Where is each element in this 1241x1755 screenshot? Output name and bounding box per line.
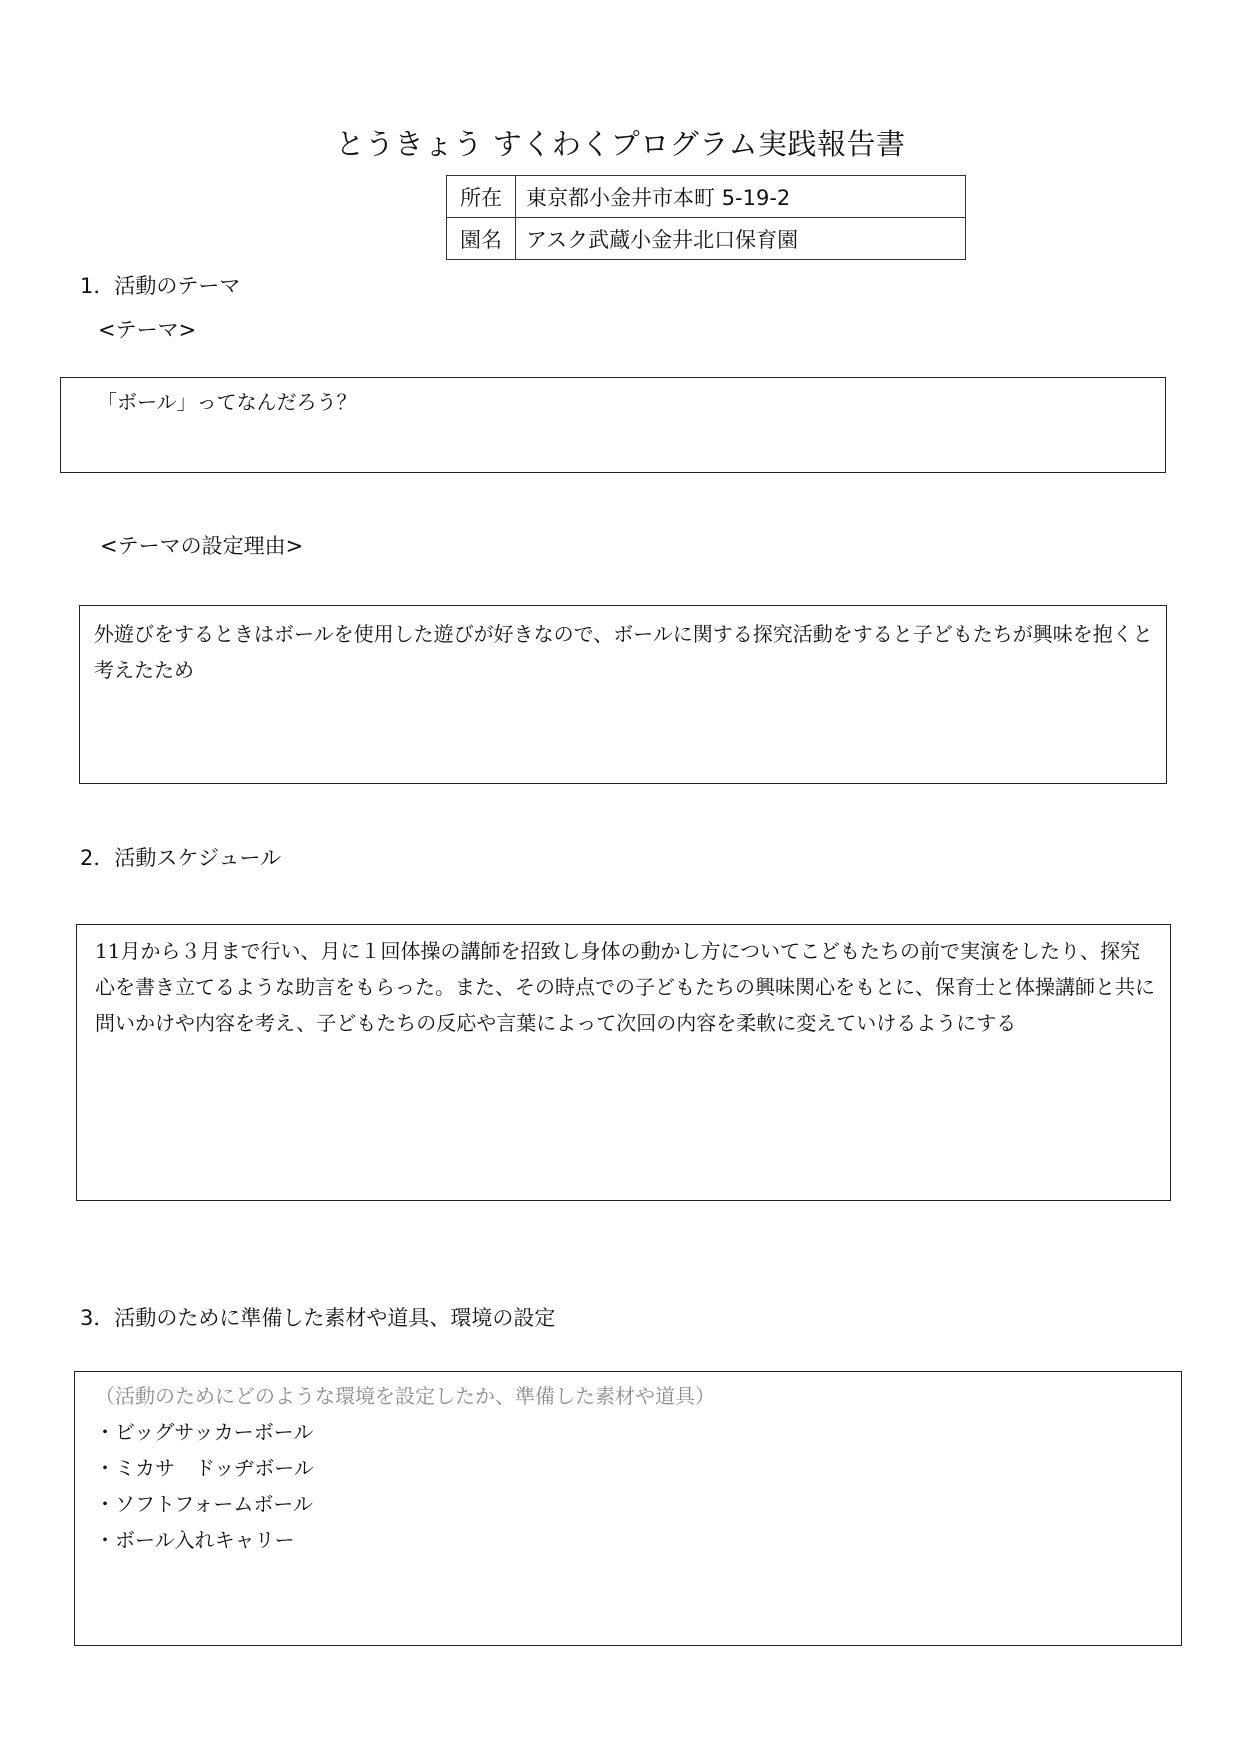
section1-heading: 1．活動のテーマ [80, 274, 241, 298]
document-title: とうきょう すくわくプログラム実践報告書 [335, 127, 906, 161]
reason-box [79, 605, 1167, 784]
info-row-name [447, 218, 966, 260]
info-row-location [447, 176, 966, 218]
location-label: 所在 [447, 176, 516, 218]
info-table [446, 175, 966, 260]
theme-text: 「ボール」ってなんだろう？ [97, 390, 357, 414]
reason-label: <テーマの設定理由> [100, 534, 304, 558]
name-value: アスク武蔵小金井北口保育園 [516, 218, 966, 260]
name-label: 園名 [447, 218, 516, 260]
theme-label: <テーマ> [98, 318, 197, 342]
list-item: ・ソフトフォームボール [95, 1492, 313, 1516]
location-value: 東京都小金井市本町 5-19-2 [516, 176, 966, 218]
list-item: ・ボール入れキャリー [95, 1528, 295, 1552]
reason-text: 外遊びをするときはボールを使用した遊びが好きなので、ボールに関する探究活動をすると子どもたちが興味を抱くと考えたため [94, 622, 1153, 682]
section2-heading: 2．活動スケジュール [80, 846, 282, 870]
materials-box [74, 1371, 1182, 1646]
list-item: ・ミカサ ドッヂボール [95, 1456, 314, 1480]
materials-hint: （活動のためにどのような環境を設定したか、準備した素材や道具） [95, 1384, 715, 1408]
theme-box [60, 377, 1166, 473]
schedule-text: 11月から３月まで行い、月に１回体操の講師を招致し身体の動かし方についてこどもたちの前で実演をしたり、探究心を書き立てるような助言をもらった。また、その時点での子どもたちの興味関心をもとに、保育士と体操講師と共に問いかけや内容を考え、子どもたちの反応や言葉によって次回の内容を柔軟に変えていけるようにする [95, 939, 1155, 1035]
section3-heading: 3．活動のために準備した素材や道具、環境の設定 [80, 1306, 556, 1330]
list-item: ・ビッグサッカーボール [95, 1420, 314, 1444]
schedule-box [76, 924, 1171, 1201]
